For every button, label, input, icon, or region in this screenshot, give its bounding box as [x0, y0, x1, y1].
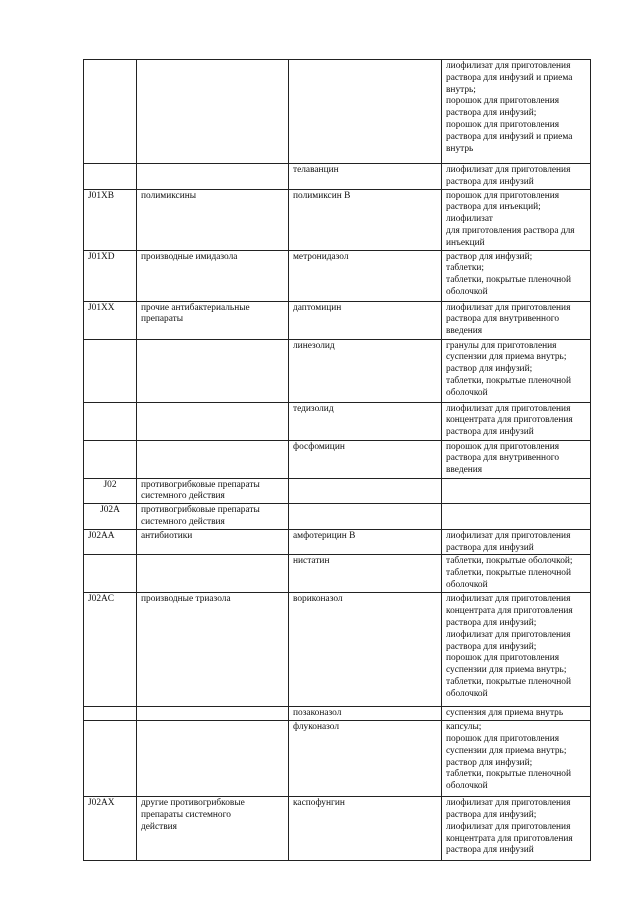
atc-code-cell: [84, 707, 137, 721]
atc-code-cell: [84, 402, 137, 440]
dosage-forms-cell: таблетки, покрытые оболочкой; таблетки, покрытые пленочной оболочкой: [442, 555, 591, 593]
dosage-forms-cell: раствор для инфузий; таблетки; таблетки, покрытые пленочной оболочкой: [442, 250, 591, 301]
group-name-cell: [137, 339, 289, 402]
atc-code-cell: [84, 721, 137, 797]
table-row: [84, 339, 591, 402]
dosage-forms-cell: лиофилизат для приготовления концентрата для приготовления раствора для инфузий; лиофилизат для приготовления раствора для инфузий; порошок для приготовления суспензии для приема внутрь; таблетки, покрытые пленочной оболочкой: [442, 593, 591, 707]
group-name-cell: [137, 402, 289, 440]
atc-code-cell: J02AX: [84, 797, 137, 861]
drug-name-cell: флуконазол: [289, 721, 442, 797]
group-name-cell: противогрибковые препараты системного действия: [137, 504, 289, 530]
group-name-cell: прочие антибактериальные препараты: [137, 301, 289, 339]
atc-code-cell: [84, 339, 137, 402]
group-name-cell: [137, 555, 289, 593]
drug-name-cell: телаванцин: [289, 164, 442, 190]
group-name-cell: производные имидазола: [137, 250, 289, 301]
atc-code-cell: J01XD: [84, 250, 137, 301]
dosage-forms-cell: суспензия для приема внутрь: [442, 707, 591, 721]
drug-name-cell: метронидазол: [289, 250, 442, 301]
drug-name-cell: [289, 478, 442, 504]
dosage-forms-cell: лиофилизат для приготовления концентрата для приготовления раствора для инфузий: [442, 402, 591, 440]
table-row: [84, 402, 591, 440]
group-name-cell: полимиксины: [137, 189, 289, 250]
dosage-forms-cell: лиофилизат для приготовления раствора для инфузий: [442, 164, 591, 190]
dosage-forms-cell: гранулы для приготовления суспензии для приема внутрь; раствор для инфузий; таблетки, покрытые пленочной оболочкой: [442, 339, 591, 402]
table-row: [84, 504, 591, 530]
table-row: [84, 797, 591, 861]
group-name-cell: антибиотики: [137, 529, 289, 555]
dosage-forms-cell: порошок для приготовления раствора для внутривенного введения: [442, 440, 591, 478]
table-row: [84, 250, 591, 301]
drug-name-cell: тедизолид: [289, 402, 442, 440]
table-row: [84, 301, 591, 339]
dosage-forms-cell: [442, 478, 591, 504]
dosage-forms-cell: [442, 504, 591, 530]
atc-code-cell: [84, 440, 137, 478]
drug-list-table: [83, 59, 591, 861]
dosage-forms-cell: лиофилизат для приготовления раствора для внутривенного введения: [442, 301, 591, 339]
drug-name-cell: даптомицин: [289, 301, 442, 339]
group-name-cell: противогрибковые препараты системного действия: [137, 478, 289, 504]
drug-name-cell: фосфомицин: [289, 440, 442, 478]
table-row: [84, 60, 591, 164]
table-row: [84, 478, 591, 504]
table-row: [84, 555, 591, 593]
atc-code-cell: [84, 60, 137, 164]
atc-code-cell: [84, 164, 137, 190]
table-row: [84, 593, 591, 707]
atc-code-cell: J01XX: [84, 301, 137, 339]
dosage-forms-cell: лиофилизат для приготовления раствора для инфузий и приема внутрь; порошок для приготовления раствора для инфузий; порошок для приготовления раствора для инфузий и приема внутрь: [442, 60, 591, 164]
atc-code-cell: J01XB: [84, 189, 137, 250]
dosage-forms-cell: порошок для приготовления раствора для инъекций; лиофилизат для приготовления раствора для инъекций: [442, 189, 591, 250]
dosage-forms-cell: лиофилизат для приготовления раствора для инфузий: [442, 529, 591, 555]
dosage-forms-cell: лиофилизат для приготовления раствора для инфузий; лиофилизат для приготовления концентрата для приготовления раствора для инфузий: [442, 797, 591, 861]
drug-name-cell: линезолид: [289, 339, 442, 402]
group-name-cell: [137, 707, 289, 721]
group-name-cell: [137, 60, 289, 164]
drug-name-cell: каспофунгин: [289, 797, 442, 861]
group-name-cell: [137, 440, 289, 478]
table-row: [84, 189, 591, 250]
group-name-cell: производные триазола: [137, 593, 289, 707]
table-row: [84, 707, 591, 721]
drug-name-cell: [289, 504, 442, 530]
dosage-forms-cell: капсулы; порошок для приготовления суспензии для приема внутрь; раствор для инфузий; таблетки, покрытые пленочной оболочкой: [442, 721, 591, 797]
drug-name-cell: амфотерицин В: [289, 529, 442, 555]
group-name-cell: [137, 721, 289, 797]
table-row: [84, 529, 591, 555]
table-row: [84, 721, 591, 797]
atc-code-cell: J02: [84, 478, 137, 504]
group-name-cell: [137, 164, 289, 190]
table-row: [84, 440, 591, 478]
atc-code-cell: J02AC: [84, 593, 137, 707]
table-row: [84, 164, 591, 190]
atc-code-cell: J02A: [84, 504, 137, 530]
drug-name-cell: [289, 60, 442, 164]
drug-name-cell: полимиксин В: [289, 189, 442, 250]
atc-code-cell: [84, 555, 137, 593]
group-name-cell: другие противогрибковые препараты системного действия: [137, 797, 289, 861]
atc-code-cell: J02AA: [84, 529, 137, 555]
drug-name-cell: позаконазол: [289, 707, 442, 721]
drug-name-cell: нистатин: [289, 555, 442, 593]
drug-name-cell: вориконазол: [289, 593, 442, 707]
